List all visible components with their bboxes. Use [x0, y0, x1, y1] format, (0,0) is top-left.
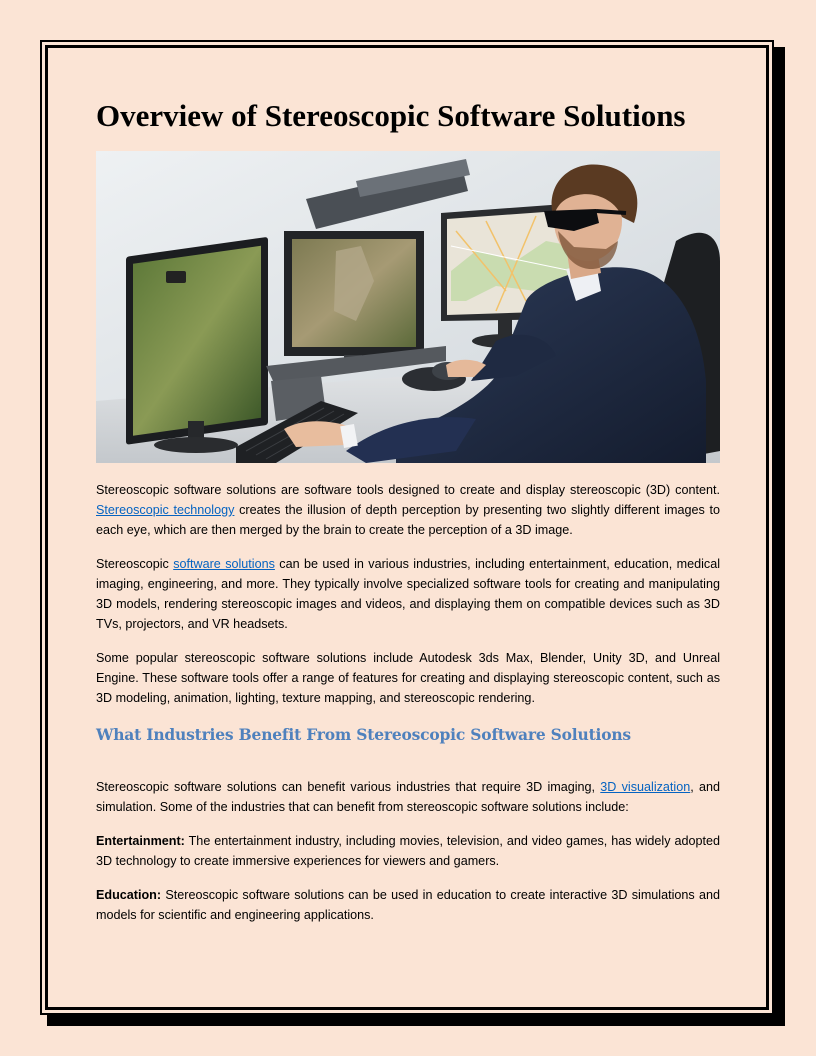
software-solutions-link[interactable]: software solutions	[173, 557, 275, 571]
hero-image	[96, 151, 720, 463]
section-heading: What Industries Benefit From Stereoscopic Software Solutions	[96, 725, 631, 744]
paragraph-popular-software: Some popular stereoscopic software solutions include Autodesk 3ds Max, Blender, Unity 3D, and Unreal Engine. These software tools offer a range of features for creating and displaying stereoscopic content, such as 3D modeling, animation, lighting, texture mapping, and stereoscopic rendering.	[96, 651, 720, 705]
paragraph-industries-text-b: can be used in various industries, including entertainment, education, medical imaging, engineering, and more. They typically involve specialized software tools for creating and manipulating 3D models, rendering stereoscopic images and videos, and displaying them on compatible devices such as 3D TVs, projectors, and VR headsets.	[96, 557, 720, 631]
stereoscopic-technology-link[interactable]: Stereoscopic technology	[96, 503, 235, 517]
list-item-education	[96, 885, 720, 925]
paragraph-intro	[96, 480, 720, 540]
paragraph-benefits-text-b: , and simulation. Some of the industries that can benefit from stereoscopic software solutions include:	[96, 780, 721, 814]
paragraph-industries-text-a: Stereoscopic	[96, 557, 174, 571]
item-label: Entertainment:	[96, 834, 185, 848]
page-content	[96, 96, 720, 925]
paragraph-benefits-text-a: Stereoscopic software solutions can benefit various industries that require 3D imaging,	[96, 780, 601, 794]
paragraph-industries	[96, 554, 720, 634]
paragraph-intro-text-b: creates the illusion of depth perception by presenting two slightly different images to each eye, which are then merged by the brain to create the perception of a 3D image.	[96, 503, 720, 537]
item-text: Stereoscopic software solutions can be used in education to create interactive 3D simulations and models for scientific and engineering applications.	[96, 888, 720, 922]
item-text: The entertainment industry, including movies, television, and video games, has widely adopted 3D technology to create immersive experiences for viewers and gamers.	[96, 834, 720, 868]
page-title: Overview of Stereoscopic Software Solutions	[96, 98, 686, 133]
paragraph-intro-text-a: Stereoscopic software solutions are software tools designed to create and display stereoscopic (3D) content.	[96, 483, 720, 497]
item-label: Education:	[96, 888, 162, 902]
paragraph-benefits	[96, 777, 720, 817]
3d-visualization-link[interactable]: 3D visualization	[600, 780, 691, 794]
list-item-entertainment	[96, 831, 720, 871]
